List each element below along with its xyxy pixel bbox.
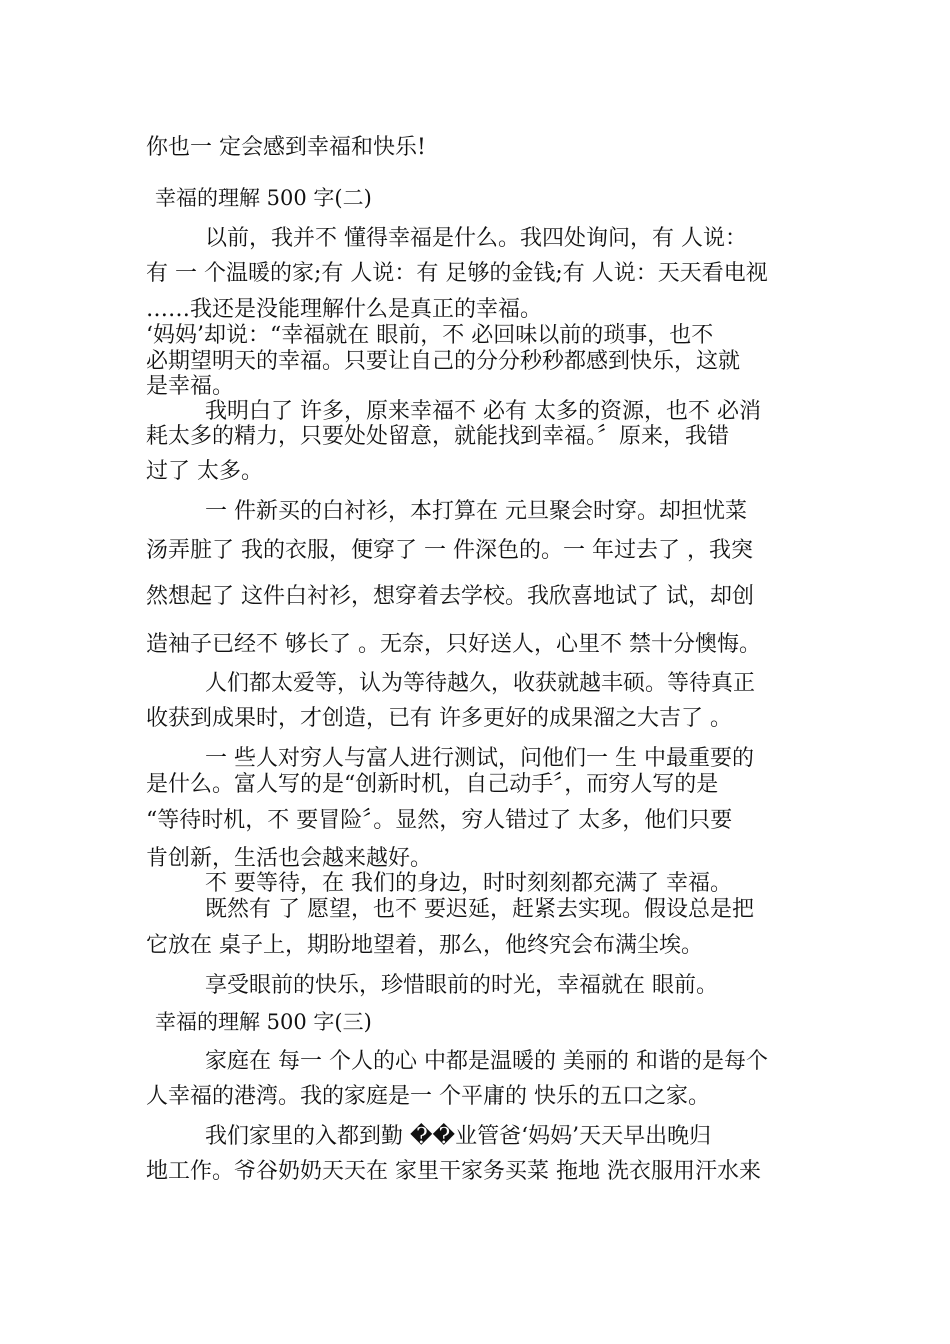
text-line: 肯创新，生活也会越来越好。 [146,846,433,871]
text-line: 不 要等待，在 我们的身边，时时刻刻都充满了 幸福。 [205,871,732,896]
section-heading: 幸福的理解 500 字(三) [155,1010,372,1034]
text-line: 然想起了 这件白衬衫，想穿着去学校。我欣喜地试了 试，却创 [146,584,754,609]
text-line: 造袖子已经不 够长了 。无奈，只好送人，心里不 禁十分懊悔。 [146,632,761,657]
text-line: 人幸福的港湾。我的家庭是一 个平庸的 快乐的五口之家。 [146,1084,710,1109]
text-line: 是什么。富人写的是“创新时机，自己动手〞，而穷人写的是 [146,772,719,797]
text-line: 有 一 个温暖的家;有 人说：有 足够的金钱;有 人说：天天看电视 [146,261,768,286]
text-line: 耗太多的精力，只要处处留意，就能找到幸福。〞原来，我错 [146,424,730,449]
text-line: ‘妈妈’却说：“幸福就在 眼前，不 必回味以前的琐事，也不 [146,323,714,348]
section-heading: 幸福的理解 500 字(二) [155,186,372,210]
text-line: 过了 太多。 [146,459,263,484]
text-line: 一 件新买的白衬衫，本打算在 元旦聚会时穿。却担忧菜 [205,499,747,524]
text-line: ……我还是没能理解什么是真正的幸福。 [146,297,543,322]
text-line: 人们都太爱等，认为等待越久，收获就越丰硕。等待真正 [205,671,756,696]
text-line: 既然有 了 愿望，也不 要迟延，赶紧去实现。假设总是把 [205,897,754,922]
text-line: 它放在 桌子上，期盼地望着，那么，他终究会布满尘埃。 [146,933,703,958]
text-line: 收获到成果时，才创造，已有 许多更好的成果溜之大吉了 。 [146,706,732,731]
text-line: 享受眼前的快乐，珍惜眼前的时光，幸福就在 眼前。 [205,973,718,998]
text-line: 汤弄脏了 我的衣服，便穿了 一 件深色的。一 年过去了 ，我突 [146,538,753,563]
text-line: 地工作。爷谷奶奶天天在 家里干家务买菜 拖地 洗衣服用汗水来 [146,1159,761,1184]
text-line: 一 些人对穷人与富人进行测试，问他们一 生 中最重要的 [205,746,754,771]
text-line: 你也一 定会感到幸福和快乐! [146,135,426,160]
text-line: 必期望明天的幸福。只要让自己的分分秒秒都感到快乐，这就 [146,349,741,374]
text-line: 我们家里的入都到勤 ��业管爸‘妈妈’天天早出晚归 [205,1124,712,1149]
text-line: 以前，我并不 懂得幸福是什么。我四处询问，有 人说： [205,226,747,251]
text-line: 家庭在 每一 个人的心 中都是温暖的 美丽的 和谐的是每个 [205,1049,768,1074]
text-line: 是幸福。 [146,374,235,399]
text-line: 我明白了 许多，原来幸福不 必有 太多的资源，也不 必消 [205,399,761,424]
text-line: “等待时机，不 要冒险〞。显然，穷人错过了 太多，他们只要 [146,808,733,833]
